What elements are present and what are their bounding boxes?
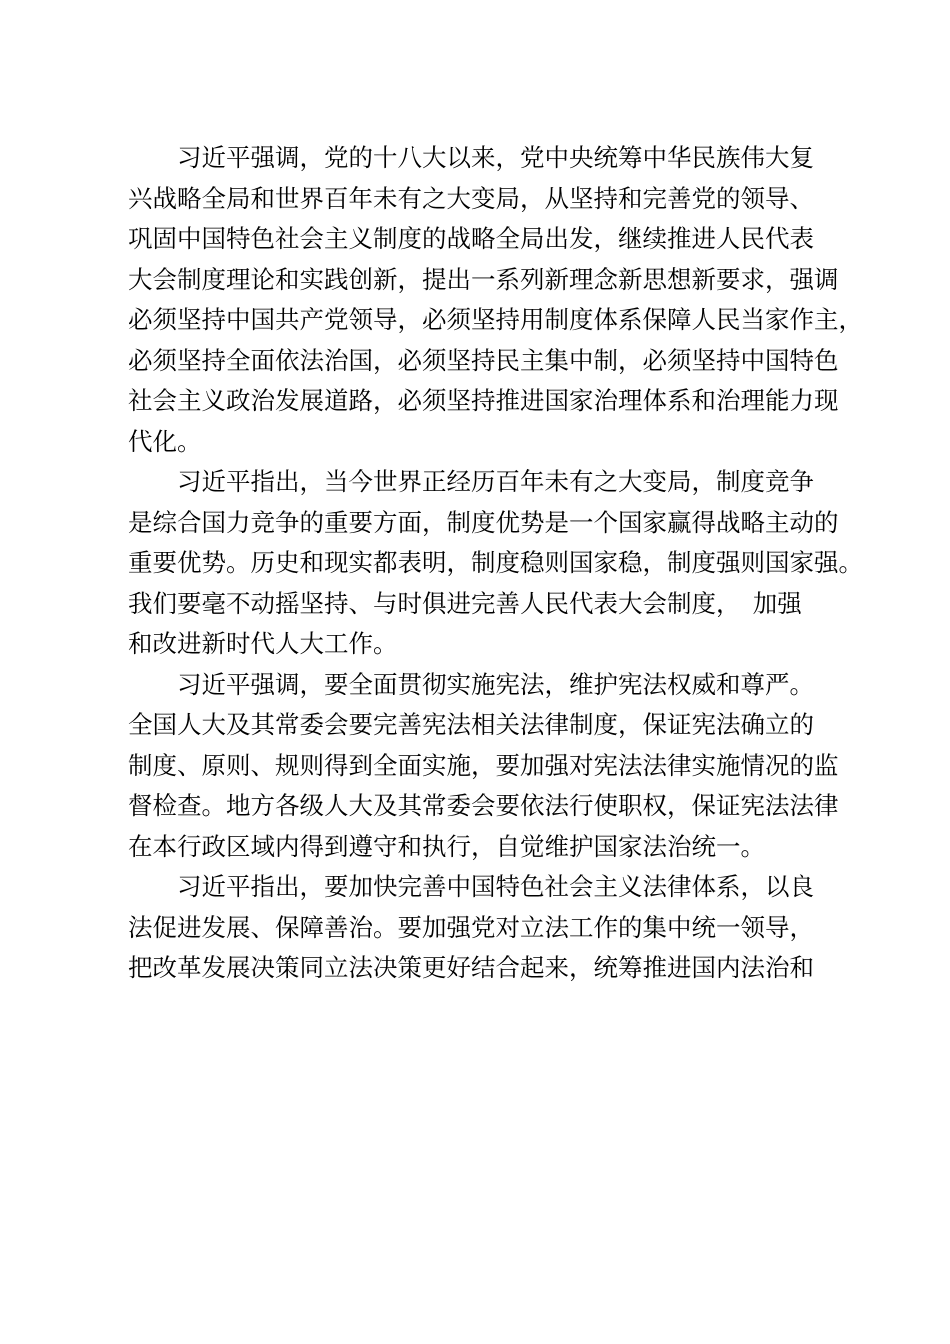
text-line: 制度、原则、规则得到全面实施，要加强对宪法法律实施情况的监 <box>128 750 839 780</box>
text-line: 习近平强调，党的十八大以来，党中央统筹中华民族伟大复 <box>128 143 814 172</box>
paragraph-1 <box>128 138 863 462</box>
text-line: 必须坚持中国共产党领导，必须坚持用制度体系保障人民当家作主， <box>128 305 863 334</box>
paragraph-2 <box>128 462 863 665</box>
text-line: 全国人大及其常委会要完善宪法相关法律制度，保证宪法确立的 <box>128 710 814 739</box>
text-line: 巩固中国特色社会主义制度的战略全局出发，继续推进人民代表 <box>128 224 814 253</box>
text-line: 重要优势。历史和现实都表明，制度稳则国家稳，制度强则国家强。 <box>128 548 863 577</box>
text-line: 习近平指出，要加快完善中国特色社会主义法律体系，以良 <box>128 872 814 901</box>
text-line: 代化。 <box>128 426 202 456</box>
text-line: 是综合国力竞争的重要方面，制度优势是一个国家赢得战略主动的 <box>128 507 839 537</box>
text-line: 社会主义政治发展道路，必须坚持推进国家治理体系和治理能力现 <box>128 386 839 415</box>
text-line: 兴战略全局和世界百年未有之大变局，从坚持和完善党的领导、 <box>128 183 814 213</box>
text-line: 习近平强调，要全面贯彻实施宪法，维护宪法权威和尊严。 <box>128 669 814 699</box>
text-line: 我们要毫不动摇坚持、与时俱进完善人民代表大会制度， 加强 <box>128 588 802 618</box>
text-line: 把改革发展决策同立法决策更好结合起来，统筹推进国内法治和 <box>128 953 814 982</box>
text-line: 法促进发展、保障善治。要加强党对立法工作的集中统一领导， <box>128 912 814 942</box>
text-line: 在本行政区域内得到遵守和执行，自觉维护国家法治统一。 <box>128 831 765 861</box>
text-line: 和改进新时代人大工作。 <box>128 629 398 658</box>
text-line: 大会制度理论和实践创新，提出一系列新理念新思想新要求，强调 <box>128 264 839 294</box>
text-line: 习近平指出，当今世界正经历百年未有之大变局，制度竞争 <box>128 467 814 496</box>
text-line: 督检查。地方各级人大及其常委会要依法行使职权，保证宪法法律 <box>128 791 839 820</box>
paragraph-3 <box>128 665 840 868</box>
text-line: 必须坚持全面依法治国，必须坚持民主集中制，必须坚持中国特色 <box>128 345 839 375</box>
paragraph-4 <box>128 867 840 989</box>
document-body <box>128 138 863 989</box>
